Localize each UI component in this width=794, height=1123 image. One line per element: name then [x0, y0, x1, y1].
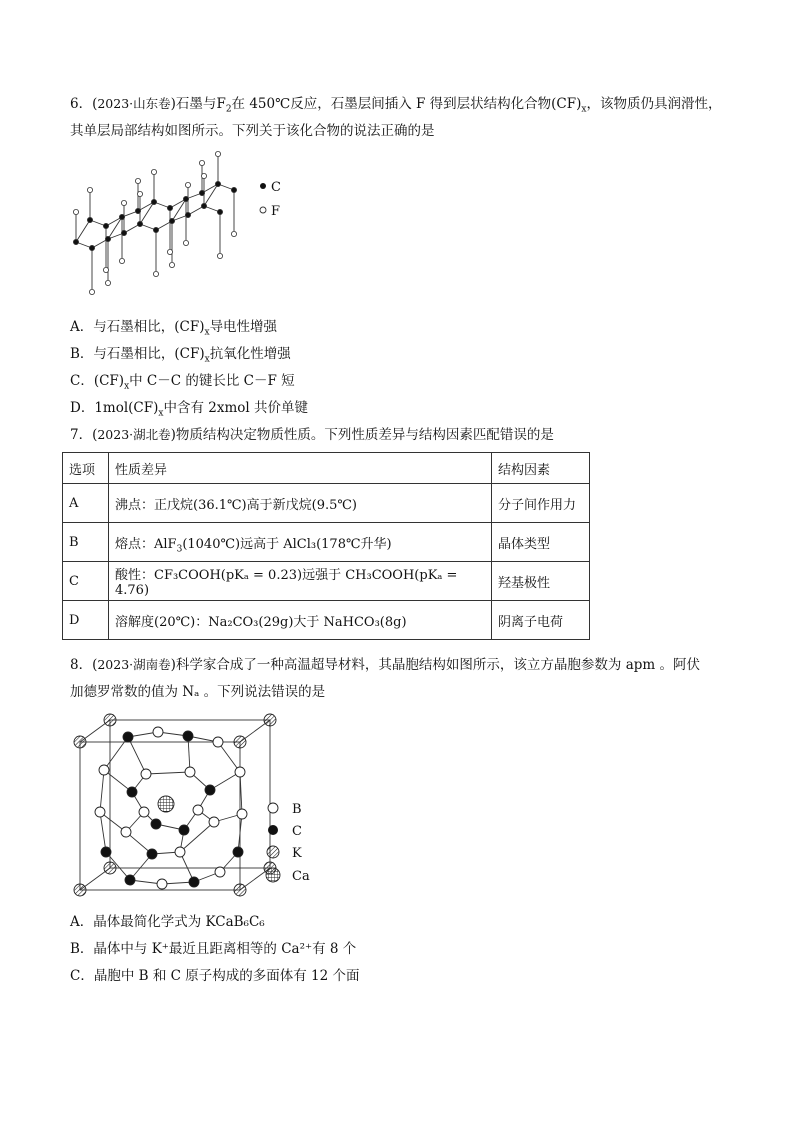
c-atom: [119, 214, 124, 219]
bond: [204, 184, 218, 206]
row-property: 熔点：AlF$_3$(1040℃)远高于 AlCl₃(178℃升华): [109, 523, 492, 562]
b-atom: [153, 727, 163, 737]
f-atom: [103, 267, 108, 272]
c-atom: [135, 208, 140, 213]
ca-atom: [158, 796, 174, 812]
q6-stem-line2: 其单层局部结构如图所示。下列关于该化合物的说法正确的是: [70, 123, 435, 139]
b-atom: [209, 817, 219, 827]
row-factor: 晶体类型: [492, 523, 590, 562]
f-atom: [199, 160, 204, 165]
q8-option-b[interactable]: B．晶体中与 K⁺最近且距离相等的 Ca²⁺有 8 个: [70, 941, 357, 957]
c-atom: [183, 196, 188, 201]
q6-number: 6．(: [70, 96, 98, 112]
q6-f2: F: [216, 96, 226, 112]
b-atom: [237, 809, 247, 819]
c-atom: [201, 203, 206, 208]
bond: [108, 217, 122, 239]
b-atom: [193, 805, 203, 815]
bond: [172, 199, 186, 221]
k-atom: [74, 736, 86, 748]
f-atom: [151, 169, 156, 174]
f-atom: [167, 249, 172, 254]
cage-bond: [100, 770, 104, 812]
row-property: 沸点：正戊烷(36.1℃)高于新戊烷(9.5℃): [109, 484, 492, 523]
q6-option-c[interactable]: C．$(CF)_x$中 C－C 的键长比 C－F 短: [70, 373, 295, 392]
q6-text-c: ，该物质仍具润滑性，: [586, 96, 722, 112]
legend-k-dot: [267, 846, 279, 858]
table-row: [63, 523, 590, 562]
b-atom: [141, 769, 151, 779]
q6-source: 2023·山东卷: [97, 96, 171, 111]
bond: [140, 202, 154, 224]
legend-c-label: C: [292, 824, 302, 839]
q8-stem-line2: 加德罗常数的值为 Nₐ 。下列说法错误的是: [70, 684, 326, 700]
q7-number: 7．(: [70, 427, 98, 443]
c-atom: [105, 236, 110, 241]
c-atom: [185, 212, 190, 217]
legend-b-dot: [268, 803, 278, 813]
k-atom: [234, 884, 246, 896]
k-atom: [234, 736, 246, 748]
f-atom: [169, 262, 174, 267]
c-atom: [127, 787, 137, 797]
b-atom: [157, 879, 167, 889]
c-atom: [199, 190, 204, 195]
k-atom: [264, 714, 276, 726]
q7-source: 2023·湖北卷: [97, 427, 171, 442]
q6-text-b: 在 450℃反应，石墨层间插入 F 得到层状结构化合物(CF): [231, 96, 582, 112]
q6-option-d[interactable]: D．$1mol(CF)_x$中含有 2xmol 共价单键: [70, 400, 309, 419]
superconductor-unit-cell-figure: [70, 712, 320, 902]
legend-b-label: B: [292, 802, 302, 817]
f-atom: [215, 151, 220, 156]
legend-f-label: F: [271, 204, 281, 219]
legend-c-dot: [268, 825, 278, 835]
c-atom: [87, 217, 92, 222]
c-atom: [137, 221, 142, 226]
c-atom: [151, 819, 161, 829]
b-atom: [139, 807, 149, 817]
header-property: 性质差异: [109, 453, 492, 484]
legend-k-label: K: [292, 846, 302, 861]
row-factor: 羟基极性: [492, 562, 590, 601]
f-atom: [87, 187, 92, 192]
f-atom: [137, 191, 142, 196]
cage-bond: [100, 812, 106, 852]
q7-property-table: [62, 452, 590, 640]
b-atom: [235, 767, 245, 777]
cf-layer-structure-figure: [76, 158, 296, 298]
k-atom: [74, 884, 86, 896]
b-atom: [215, 867, 225, 877]
f-atom: [185, 182, 190, 187]
cage-bond: [128, 737, 146, 774]
c-atom: [153, 227, 158, 232]
f-atom: [231, 231, 236, 236]
q7-stem: [70, 426, 554, 444]
c-atom: [217, 209, 222, 214]
row-option: B: [63, 523, 109, 562]
c-atom: [183, 731, 193, 741]
legend-c-dot: [260, 183, 266, 189]
c-atom: [205, 785, 215, 795]
k-atom: [104, 862, 116, 874]
row-property: 酸性：CF₃COOH(pKₐ = 0.23)远强于 CH₃COOH(pKₐ = 4.76): [109, 562, 492, 601]
b-atom: [99, 765, 109, 775]
row-option: D: [63, 601, 109, 640]
c-atom: [125, 875, 135, 885]
b-atom: [95, 807, 105, 817]
c-atom: [233, 847, 243, 857]
q6-x-sub: x: [581, 104, 587, 115]
table-row: [63, 601, 590, 640]
row-option: A: [63, 484, 109, 523]
k-corner-atoms: [74, 714, 276, 896]
legend-ca-label: Ca: [292, 869, 310, 884]
f-atom: [73, 209, 78, 214]
c-atom: [189, 877, 199, 887]
c-atom: [179, 825, 189, 835]
c-atom: [73, 239, 78, 244]
f-atom: [135, 178, 140, 183]
c-atom: [167, 205, 172, 210]
q6-option-a[interactable]: A．与石墨相比，$(CF)_x$导电性增强: [70, 319, 278, 338]
q6-f2-sub: 2: [225, 104, 232, 115]
row-property: 溶解度(20℃)：Na₂CO₃(29g)大于 NaHCO₃(8g): [109, 601, 492, 640]
legend-c-label: C: [271, 180, 281, 195]
row-factor: 分子间作用力: [492, 484, 590, 523]
f-atom: [105, 280, 110, 285]
c-atom: [89, 245, 94, 250]
unit-cell-legend: [266, 802, 310, 884]
legend-ca-dot: [266, 868, 280, 882]
q8-number: 8．(: [70, 657, 98, 673]
row-option: C: [63, 562, 109, 601]
f-atom: [217, 253, 222, 258]
c-atom: [231, 187, 236, 192]
header-factor: 结构因素: [492, 453, 590, 484]
c-atom: [103, 223, 108, 228]
bond: [76, 220, 90, 242]
cage-bond: [146, 772, 190, 774]
c-atom: [101, 847, 111, 857]
f-atom: [183, 240, 188, 245]
k-atom: [104, 714, 116, 726]
row-factor: 阴离子电荷: [492, 601, 590, 640]
c-atom: [169, 218, 174, 223]
f-atom: [201, 173, 206, 178]
f-atom: [153, 271, 158, 276]
q8-stem-line1: [70, 656, 700, 674]
q8-option-a[interactable]: A．晶体最简化学式为 KCaB₆C₆: [70, 914, 265, 930]
table-row: [63, 562, 590, 601]
c-atom: [123, 732, 133, 742]
f-atom: [119, 258, 124, 263]
c-atom: [215, 181, 220, 186]
table-header-row: [63, 453, 590, 484]
b-atom: [185, 767, 195, 777]
q8-option-c[interactable]: C．晶胞中 B 和 C 原子构成的多面体有 12 个面: [70, 968, 360, 984]
q6-text-a: )石墨与: [170, 96, 217, 112]
b-atom: [175, 847, 185, 857]
table-row: [63, 484, 590, 523]
legend-f-dot: [260, 207, 266, 213]
b-atom: [213, 737, 223, 747]
header-option: 选项: [63, 453, 109, 484]
q8-source: 2023·湖南卷: [97, 657, 171, 672]
c-atom: [151, 199, 156, 204]
b-atom: [121, 827, 131, 837]
q6-stem-line1: [70, 95, 721, 113]
q6-option-b[interactable]: B．与石墨相比，$(CF)_x$抗氧化性增强: [70, 346, 291, 365]
f-atom: [89, 289, 94, 294]
c-atom: [121, 230, 126, 235]
c-atom: [147, 849, 157, 859]
q8-text: )科学家合成了一种高温超导材料，其晶胞结构如图所示，该立方晶胞参数为 apm 。阿伏: [170, 657, 700, 673]
f-atom: [121, 200, 126, 205]
q7-text: )物质结构决定物质性质。下列性质差异与结构因素匹配错误的是: [170, 427, 554, 443]
